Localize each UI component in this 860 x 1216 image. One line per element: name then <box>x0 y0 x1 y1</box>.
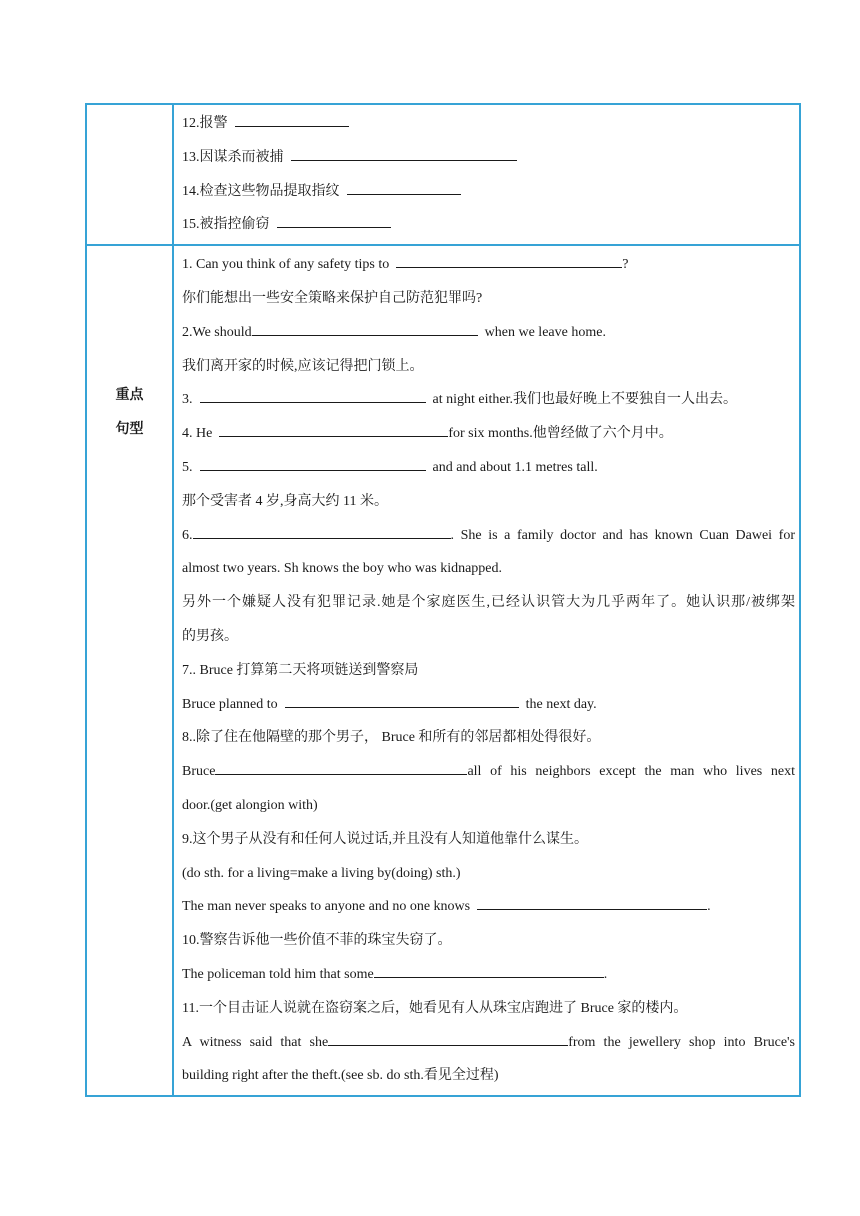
text: . She is a family doctor and has known Cuan Dawei for <box>450 527 795 543</box>
phrase-text: 14.检查这些物品提取指纹 <box>182 183 340 199</box>
sentence-8-en-b: door.(get alongion with) <box>182 797 318 813</box>
text: . <box>707 899 711 915</box>
exercise-table <box>85 103 801 1097</box>
sentence-6-en-a <box>182 519 795 553</box>
text: Bruce <box>182 764 216 780</box>
text: from the jewellery shop into Bruce's <box>568 1034 796 1050</box>
sentence-2-en <box>182 316 795 350</box>
answer-blank[interactable] <box>374 963 604 978</box>
sentence-7-zh: 7.. Bruce 打算第二天将项链送到警察局 <box>182 662 419 678</box>
answer-blank[interactable] <box>193 524 451 539</box>
sentence-7-en <box>182 688 795 722</box>
sentence-8-en-a <box>182 755 795 789</box>
text: The policeman told him that some <box>182 966 374 982</box>
answer-blank[interactable] <box>252 321 478 336</box>
answer-blank[interactable] <box>396 253 622 268</box>
text: 3. <box>182 392 193 408</box>
answer-blank[interactable] <box>477 895 707 910</box>
text: for six months.他曾经做了六个月中。 <box>448 426 673 442</box>
section-label <box>87 378 172 446</box>
sentence-6-en-b: almost two years. Sh knows the boy who was kidnapped. <box>182 561 503 577</box>
sentence-6-zh-a: 另外一个嫌疑人没有犯罪记录.她是个家庭医生,已经认识管大为几乎两年了。她认识那/被绑架 <box>182 595 795 611</box>
phrase-text: 13.因谋杀而被捕 <box>182 149 284 165</box>
sentence-3 <box>182 383 795 417</box>
phrase-13 <box>182 141 795 175</box>
text: A witness said that she <box>182 1034 329 1050</box>
text: 4. He <box>182 426 213 442</box>
text: The man never speaks to anyone and no one knows <box>182 899 471 915</box>
phrases-cell <box>174 105 799 244</box>
text: at night either.我们也最好晚上不要独自一人出去。 <box>432 392 737 408</box>
sentence-10-zh: 10.警察告诉他一些价值不菲的珠宝失窃了。 <box>182 933 452 949</box>
answer-blank[interactable] <box>277 213 391 228</box>
answer-blank[interactable] <box>235 112 349 127</box>
text: when we leave home. <box>484 324 606 340</box>
sentence-1-en <box>182 248 795 282</box>
phrase-15 <box>182 208 795 242</box>
text: 2.We should <box>182 324 252 340</box>
answer-blank[interactable] <box>291 146 517 161</box>
phrase-text: 12.报警 <box>182 116 228 131</box>
sentence-4 <box>182 417 795 451</box>
sentence-6-zh-b: 的男孩。 <box>182 628 238 644</box>
phrase-14 <box>182 175 795 209</box>
answer-blank[interactable] <box>219 422 448 437</box>
text: 1. Can you think of any safety tips to <box>182 257 390 273</box>
text: Bruce planned to <box>182 696 278 712</box>
sentence-11-en-b: building right after the theft.(see sb. do sth.看见全过程) <box>182 1068 499 1084</box>
answer-blank[interactable] <box>328 1031 568 1046</box>
answer-blank[interactable] <box>285 693 519 708</box>
sentence-2-zh: 我们离开家的时候,应该记得把门锁上。 <box>182 358 424 374</box>
sentence-10-en <box>182 958 795 992</box>
sentence-9-en <box>182 890 795 924</box>
section-label-line1: 重点 <box>115 387 144 404</box>
answer-blank[interactable] <box>200 456 426 471</box>
answer-blank[interactable] <box>347 180 461 195</box>
sentences-cell <box>174 246 799 1095</box>
phrases-row <box>87 105 799 244</box>
text: 6. <box>182 527 193 543</box>
sentence-9-note: (do sth. for a living=make a living by(doing) sth.) <box>182 865 461 881</box>
sentence-9-zh: 9.这个男子从没有和任何人说过话,并且没有人知道他靠什么谋生。 <box>182 831 588 847</box>
phrase-12 <box>182 107 795 141</box>
text: ? <box>622 257 629 273</box>
answer-blank[interactable] <box>200 388 426 403</box>
text: 5. <box>182 459 193 475</box>
phrases-label-cell <box>87 105 174 244</box>
section-label-line2: 句型 <box>115 421 144 438</box>
sentences-row <box>87 244 799 1095</box>
phrase-text: 15.被指控偷窃 <box>182 217 270 233</box>
text: . <box>603 966 608 982</box>
text: the next day. <box>525 696 597 712</box>
sentence-5-zh: 那个受害者 4 岁,身高大约 11 米。 <box>182 493 388 509</box>
sentence-11-en-a <box>182 1026 795 1060</box>
sentence-1-zh: 你们能想出一些安全策略来保护自己防范犯罪吗? <box>182 290 483 306</box>
text: and and about 1.1 metres tall. <box>432 459 598 475</box>
section-label-cell <box>87 246 174 1095</box>
sentence-5-en <box>182 451 795 485</box>
text: all of his neighbors except the man who lives next <box>467 764 795 780</box>
sentence-8-zh: 8..除了住在他隔壁的那个男子， Bruce 和所有的邻居都相处得很好。 <box>182 730 601 746</box>
answer-blank[interactable] <box>215 760 467 775</box>
sentence-11-zh: 11.一个目击证人说就在盗窃案之后，她看见有人从珠宝店跑进了 Bruce 家的楼内。 <box>182 1000 688 1016</box>
